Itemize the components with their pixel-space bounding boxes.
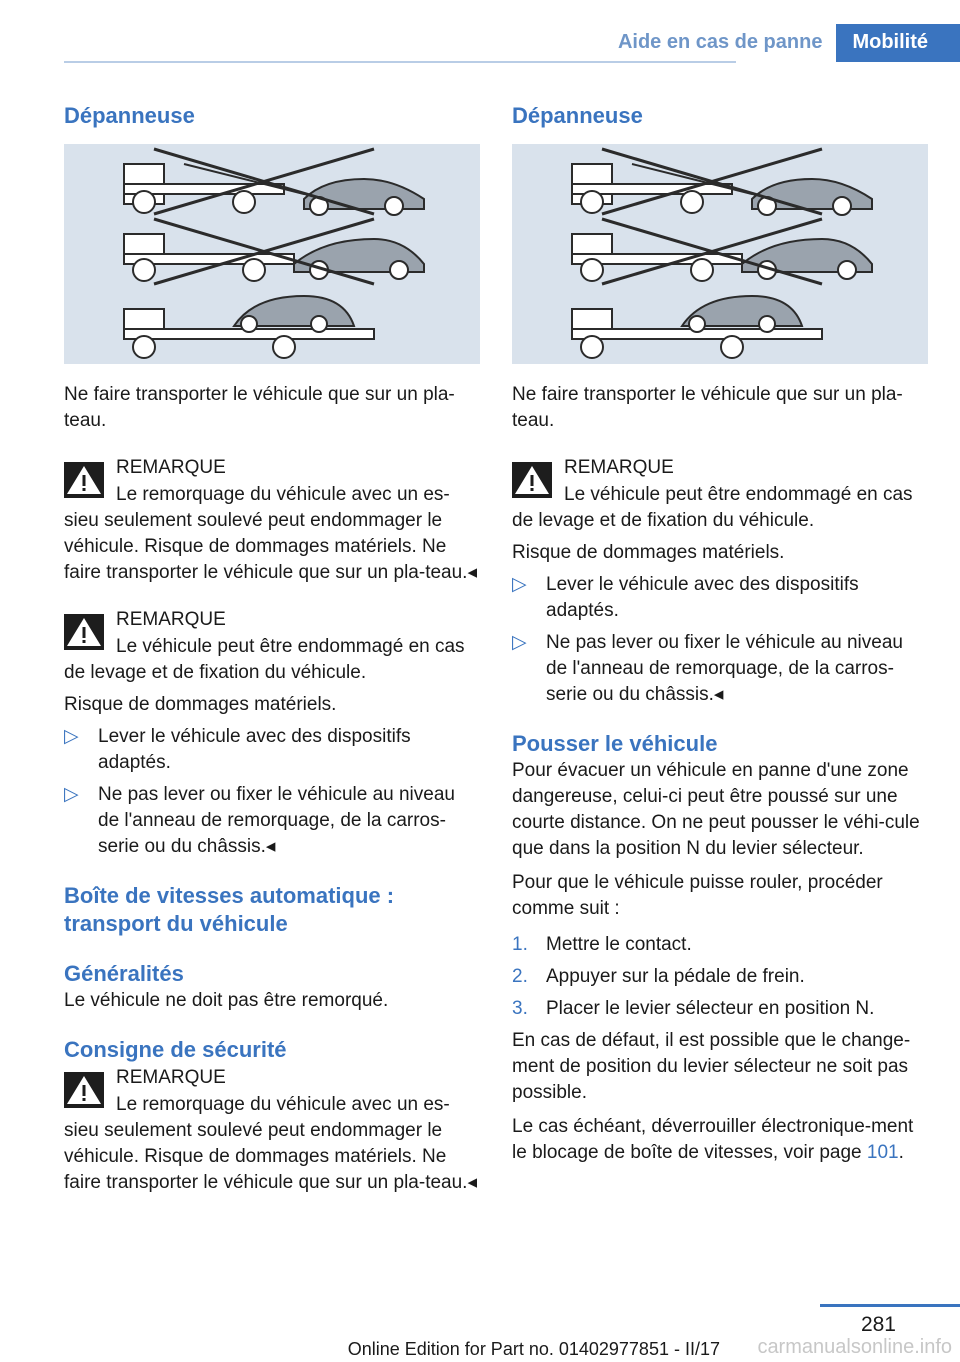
warning-text-first: Le véhicule peut être endommagé en cas [116,636,465,657]
subheading-push-vehicle: Pousser le véhicule [512,731,718,756]
subheading-safety: Consigne de sécurité [64,1037,287,1062]
tow-truck-illustration [512,144,928,364]
list-item: 3. Placer le levier sélecteur en position N. [512,998,875,1019]
right-column [512,102,928,1166]
warning-text-first: Le remorquage du véhicule avec un es- [116,484,450,505]
list-item: ▷ Ne pas lever ou fixer le véhicule au niveau de l'anneau de remorquage, de la carros-serie ou du châssis.◂ [64,784,455,857]
edition-label: Online Edition for Part no. 01402977851 - II/17 [347,1339,720,1359]
warning-title: REMARQUE [564,457,674,478]
warning-text-rest: sieu seulement soulevé peut endommager le véhicule. Risque de dommages matériels. Ne faire transporter le véhicule que sur un pla-teau.◂ [64,510,477,583]
fault-text: En cas de défaut, il est possible que le change-ment de position du levier sélecteur ne soit pas possible. [512,1030,911,1103]
watermark: carmanualsonline.info [757,1336,952,1358]
list-item: ▷ Ne pas lever ou fixer le véhicule au niveau de l'anneau de remorquage, de la carros-serie ou du châssis.◂ [512,632,903,705]
list-item: 2. Appuyer sur la pédale de frein. [512,966,805,987]
steps-list [512,932,928,1022]
warning-icon [64,1072,104,1108]
tow-truck-figure-svg [64,144,480,364]
warning-block [64,606,480,686]
warning-block [64,454,480,586]
page-number: 281 [860,1313,896,1336]
header-chapter-tab: Mobilité [836,24,960,62]
warning-text-first: Le véhicule peut être endommagé en cas [564,484,913,505]
generalities-text: Le véhicule ne doit pas être remorqué. [64,990,389,1011]
header-tabs [604,24,960,62]
triangle-bullet-icon: ▷ [512,574,527,595]
warning-text-rest: de levage et de fixation du véhicule. [512,510,815,531]
warning-icon [64,462,104,498]
figure-caption: Ne faire transporter le véhicule que sur un pla- teau. [512,384,903,431]
warning-title: REMARQUE [116,1067,226,1088]
tow-truck-figure-svg [512,144,928,364]
list-item: ▷ Lever le véhicule avec des dispositifs adaptés. [64,726,411,773]
list-item: 1. Mettre le contact. [512,934,692,955]
triangle-bullet-icon: ▷ [512,632,527,653]
warning-text-rest: de levage et de fixation du véhicule. [64,662,367,683]
unlock-text: Le cas échéant, déverrouiller électronique-ment le blocage de boîte de vitesses, voir page 101. [512,1116,914,1163]
risk-text: Risque de dommages matériels. [64,694,337,715]
warning-text-first: Le remorquage du véhicule avec un es- [116,1094,450,1115]
warning-block [64,1064,480,1196]
risk-text: Risque de dommages matériels. [512,542,785,563]
header-section-tab: Aide en cas de panne [617,31,823,53]
bullet-list [64,724,480,860]
left-column [64,102,480,1196]
heading-tow-truck: Dépanneuse [64,103,195,128]
heading-automatic-transmission: Boîte de vitesses automatique : transport du véhicule [64,883,395,936]
bullet-list [512,572,928,708]
warning-title: REMARQUE [116,457,226,478]
list-item: ▷ Lever le véhicule avec des dispositifs adaptés. [512,574,859,621]
warning-title: REMARQUE [116,609,226,630]
subheading-generalities: Généralités [64,961,184,986]
triangle-bullet-icon: ▷ [64,784,79,805]
warning-block [512,454,928,534]
warning-text-rest: sieu seulement soulevé peut endommager le véhicule. Risque de dommages matériels. Ne faire transporter le véhicule que sur un pla-teau.◂ [64,1120,477,1193]
page-reference-link[interactable]: 101 [866,1142,899,1163]
header-rule [64,61,736,63]
warning-icon [512,462,552,498]
procedure-intro: Pour que le véhicule puisse rouler, procéder comme suit : [512,872,883,919]
heading-tow-truck: Dépanneuse [512,103,643,128]
push-vehicle-text: Pour évacuer un véhicule en panne d'une zone dangereuse, celui-ci peut être poussé sur une courte distance. On ne peut pousser le véhi-cule que dans la position N du levier sélecteur. [512,760,920,859]
triangle-bullet-icon: ▷ [64,726,79,747]
footer-rule [820,1304,960,1307]
tow-truck-illustration [64,144,480,364]
figure-caption: Ne faire transporter le véhicule que sur un pla- teau. [64,384,455,431]
warning-icon [64,614,104,650]
